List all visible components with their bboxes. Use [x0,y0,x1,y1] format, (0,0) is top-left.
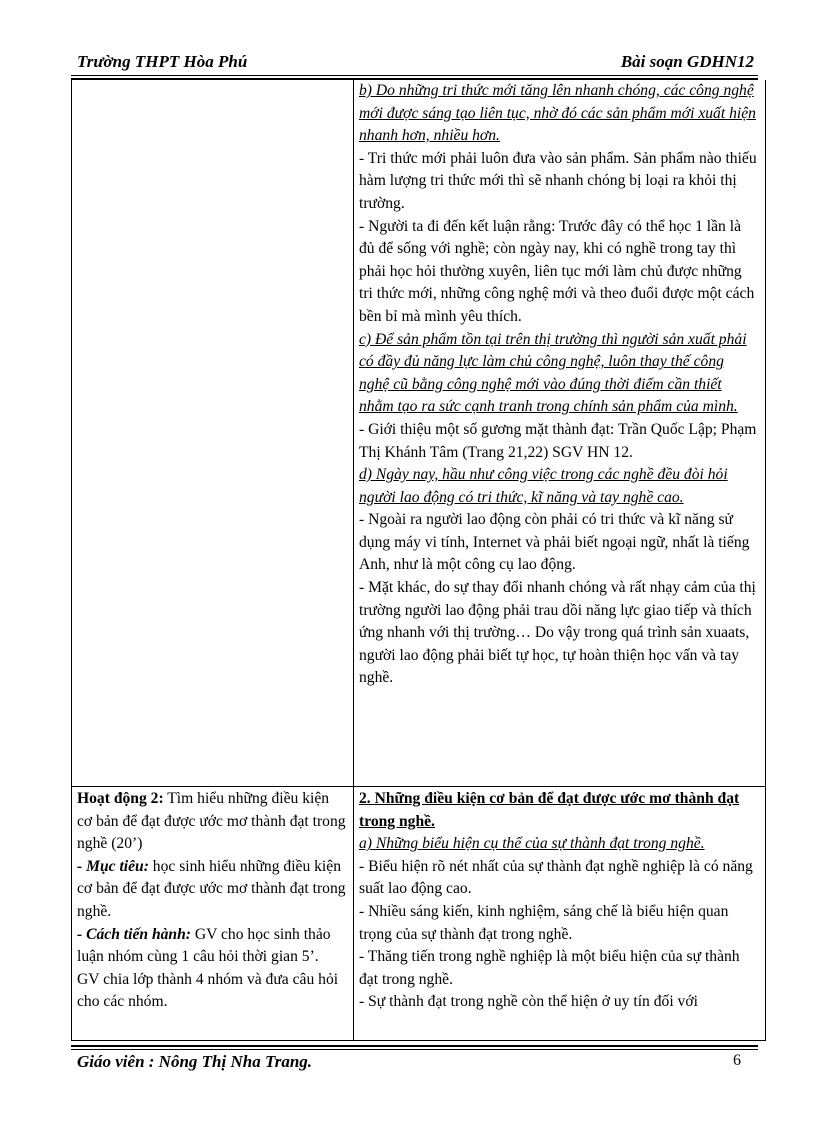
section-heading: 2. Những điều kiện cơ bản để đạt được ước mơ thành đạt trong nghề. [359,790,740,830]
activity-label: Hoạt động 2: [77,790,164,807]
column-divider [353,80,354,1040]
header-rule [71,75,758,76]
subheading-a: a) Những biểu hiện cụ thể của sự thành đạt trong nghề. [359,835,705,853]
page-footer [77,1052,741,1076]
paragraph: - Giới thiệu một số gương mặt thành đạt: Trần Quốc Lập; Phạm Thị Khánh Tâm (Trang 21,22) SGV HN 12. [359,420,757,461]
row-divider [72,786,765,787]
method-label: - Cách tiến hành: [77,925,191,943]
activity-text: Tìm hiểu những điều kiện cơ bản để đạt được ước mơ thành đạt trong nghề (20’) [77,790,346,853]
page-number: 6 [733,1052,741,1069]
school-name: Trường THPT Hòa Phú [77,52,248,71]
subheading-d: d) Ngày nay, hầu như công việc trong các nghề đều đòi hỏi người lao động có tri thức, kĩ năng và tay nghề cao. [359,466,728,506]
method-paragraph [77,924,347,969]
paragraph: - Thăng tiến trong nghề nghiệp là một biểu hiện của sự thành đạt trong nghề. [359,948,740,988]
paragraph: - Người ta đi đến kết luận rằng: Trước đây có thể học 1 lần là đủ để sống với nghề; còn ngày nay, khi có nghề trong tay thì phải học hỏi thường xuyên, liên tục mới làm chủ được những tri thức mới, những công nghệ mới và theo đuổi được một cách bền bỉ mà mình yêu thích. [359,217,755,325]
row2-content-cell [359,788,757,1014]
lesson-table [71,80,766,1041]
teacher-name: Giáo viên : Nông Thị Nha Trang. [77,1052,313,1071]
activity-cell [77,788,347,1014]
subheading-c: c) Để sản phẩm tồn tại trên thị trường thì người sản xuất phải có đầy đủ năng lực làm chủ công nghệ, luôn thay thế công nghệ cũ bằng công nghệ mới vào đúng thời điểm cần thiết nhằm tạo ra sức cạnh tranh trong chính sản phẩm của mình. [359,330,747,416]
paragraph: - Nhiều sáng kiến, kinh nghiệm, sáng chế là biểu hiện quan trọng của sự thành đạt trong nghề. [359,902,729,943]
method-text: GV cho học sinh thảo luận nhóm cùng 1 câu hỏi thời gian 5’. [77,925,331,966]
paragraph: - Sự thành đạt trong nghề còn thể hiện ở uy tín đối với [359,993,698,1011]
activity-paragraph [77,788,347,856]
paragraph: - Ngoài ra người lao động còn phải có tri thức và kĩ năng sử dụng máy vi tính, Internet và phải biết ngoại ngữ, nhất là tiếng Anh, như là một công cụ lao động. [359,511,750,574]
goal-label: - Mục tiêu: [77,857,149,875]
page-header [77,52,754,76]
footer-rule [71,1049,758,1050]
subheading-b: b) Do những tri thức mới tăng lên nhanh chóng, các công nghệ mới được sáng tạo liên tục, nhờ đó các sản phẩm mới xuất hiện nhanh hơn, nhiều hơn. [359,82,756,145]
goal-text: học sinh hiểu những điều kiện cơ bản để đạt được ước mơ thành đạt trong nghề. [77,857,346,920]
paragraph: - Mặt khác, do sự thay đổi nhanh chóng và rất nhạy cảm của thị trường người lao động phải trau dồi năng lực giao tiếp và thích ứng nhanh với thị trường… Do vậy trong quá trình sản xuaats, người lao động phải biết tự học, tự hoàn thiện học vấn và tay nghề. [359,579,756,687]
row1-content-cell [359,80,757,690]
paragraph: GV chia lớp thành 4 nhóm và đưa câu hỏi cho các nhóm. [77,970,339,1011]
footer-rule-thick [71,1045,758,1047]
document-title: Bài soạn GDHN12 [620,52,754,71]
paragraph: - Biểu hiện rõ nét nhất của sự thành đạt nghề nghiệp là có năng suất lao động cao. [359,857,753,898]
goal-paragraph [77,856,347,924]
paragraph: - Tri thức mới phải luôn đưa vào sản phẩm. Sản phẩm nào thiếu hàm lượng tri thức mới thì sẽ nhanh chóng bị loại ra khỏi thị trường. [359,149,757,212]
